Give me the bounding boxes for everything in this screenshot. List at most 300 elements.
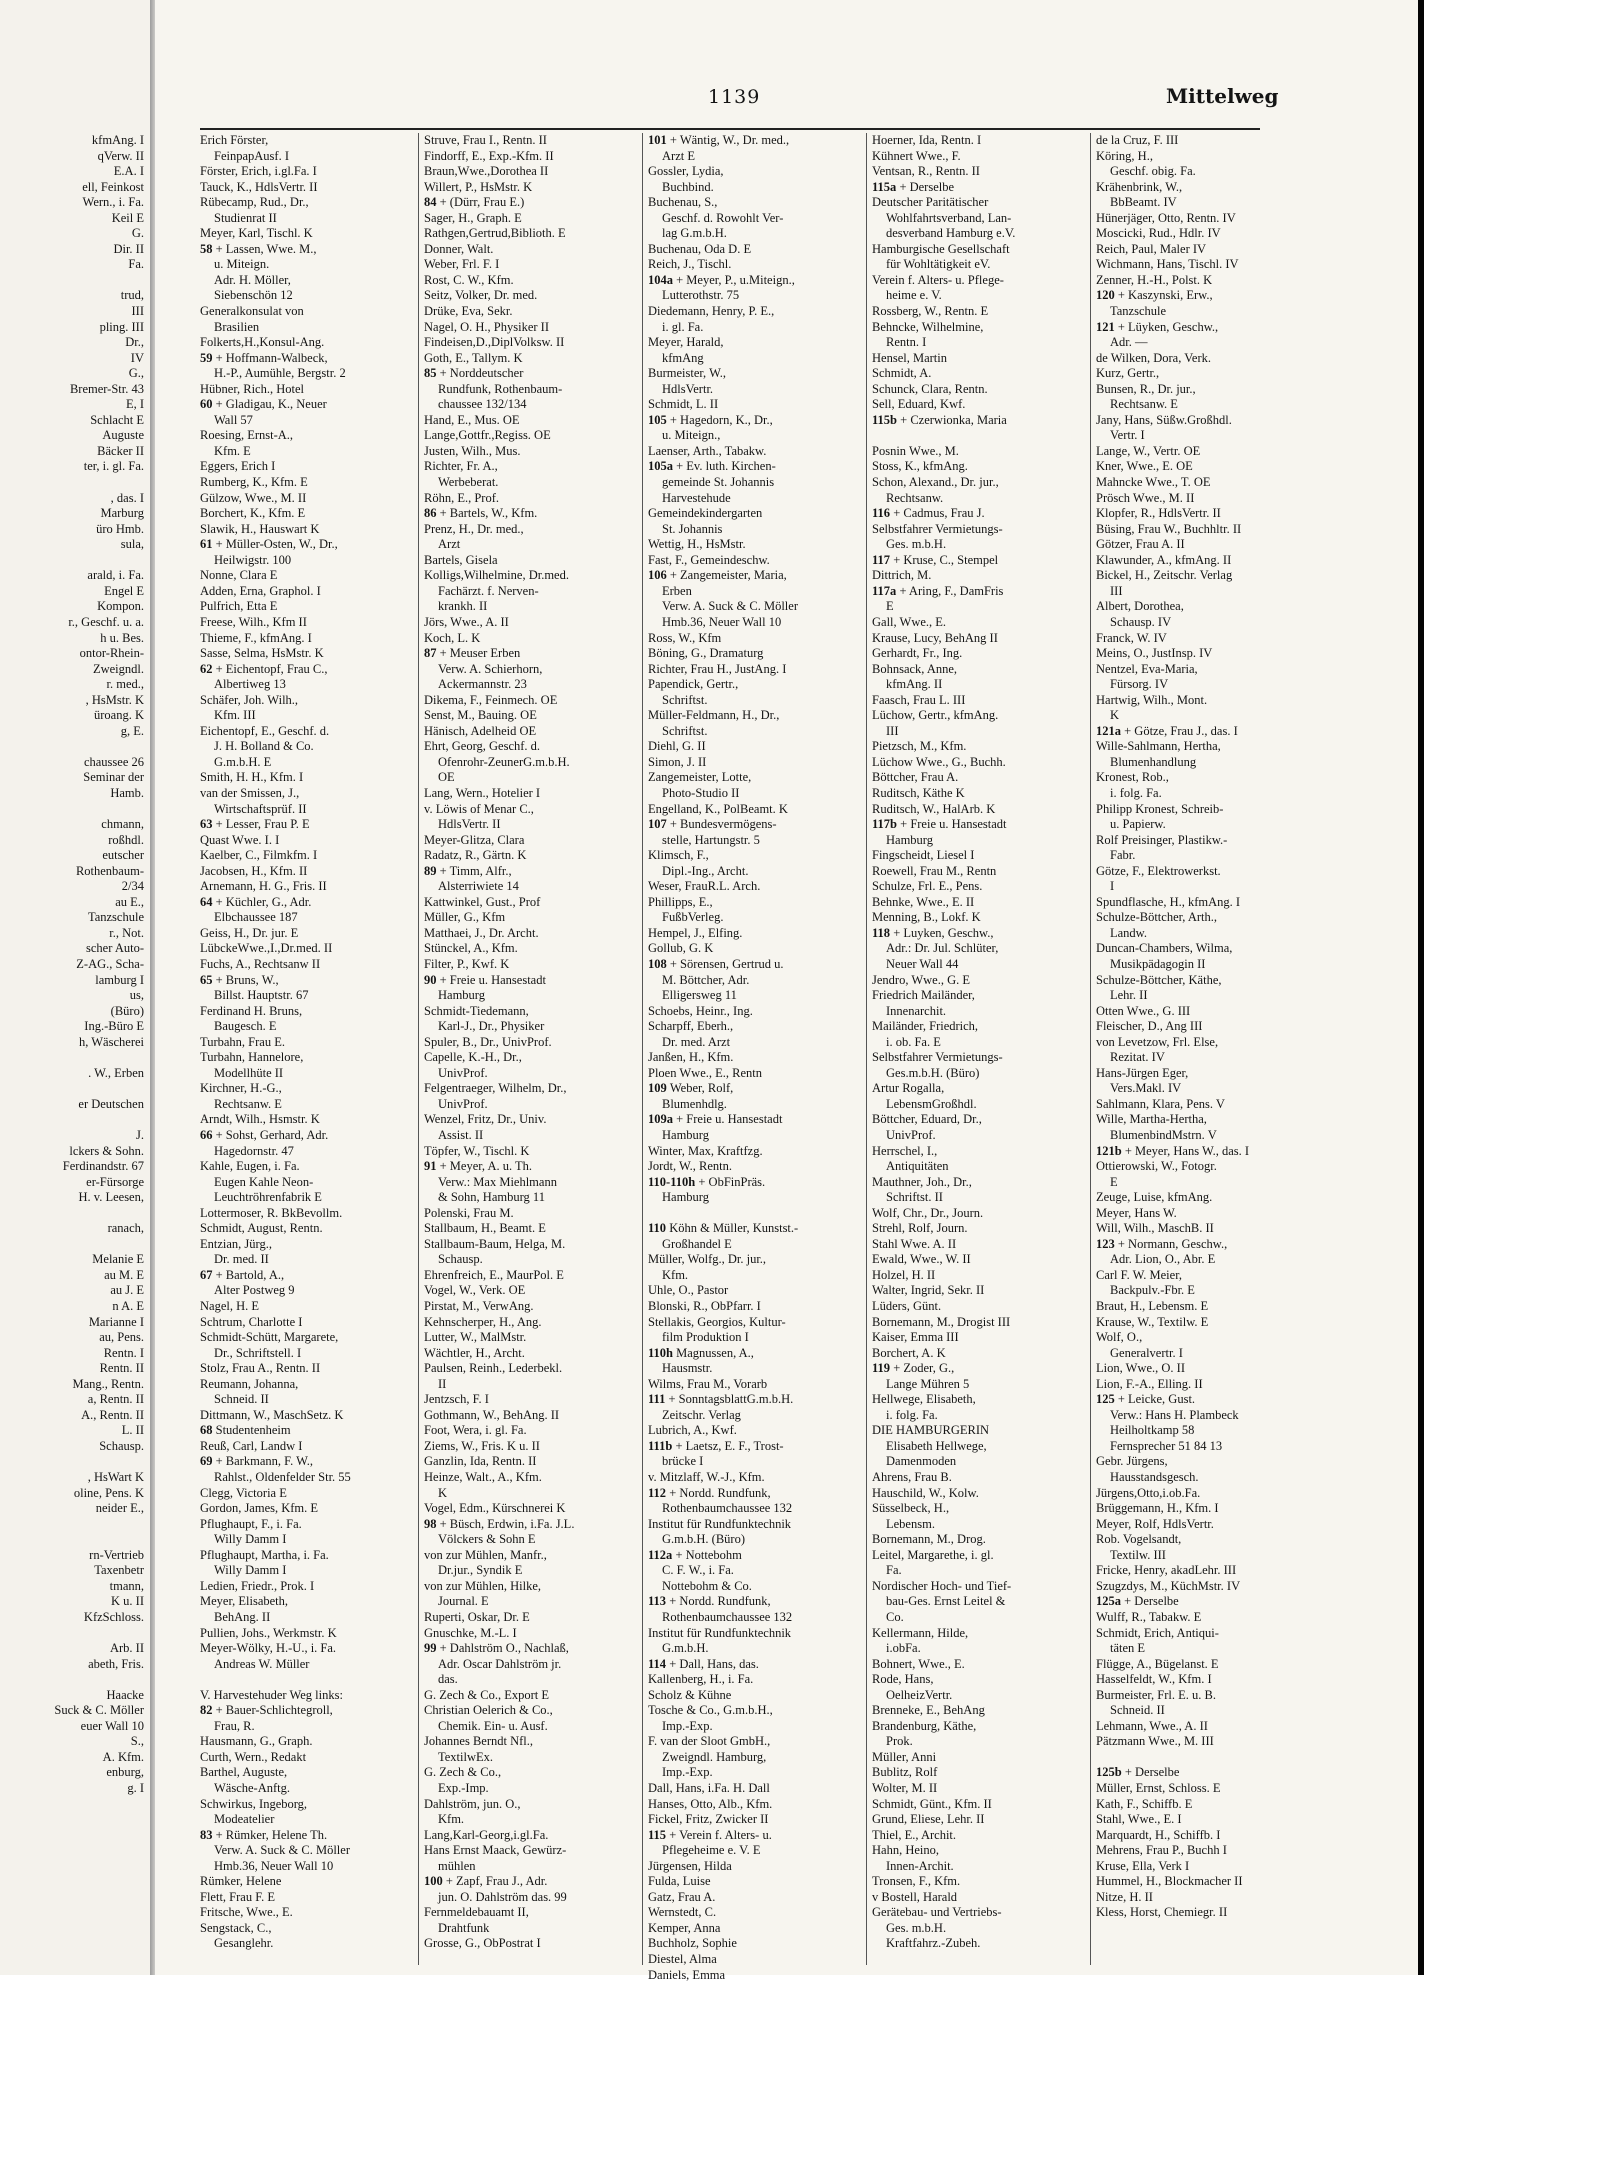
entry-text: G.m.b.H. (Büro) xyxy=(662,1532,745,1547)
entry-text: Jörs, Wwe., A. II xyxy=(424,614,509,629)
directory-entry xyxy=(648,1610,860,1626)
house-number: 118 xyxy=(872,925,894,940)
directory-entry xyxy=(200,1594,412,1610)
directory-entry xyxy=(1096,1563,1308,1579)
street-header: Mittelweg xyxy=(1166,84,1279,108)
entry-text: Müller, G., Kfm xyxy=(424,910,506,925)
previous-page-line: K u. II xyxy=(111,1594,144,1609)
entry-text: Phillipps, E., xyxy=(648,894,713,909)
directory-entry xyxy=(648,428,860,444)
directory-entry xyxy=(1096,1688,1308,1704)
entry-text: Zeuge, Luise, kfmAng. xyxy=(1096,1190,1213,1205)
directory-entry xyxy=(1096,242,1308,258)
directory-entry xyxy=(1096,786,1308,802)
directory-entry xyxy=(1096,1066,1308,1082)
directory-entry xyxy=(648,491,860,507)
entry-text: + (Dürr, Frau E.) xyxy=(439,195,525,210)
previous-page-line: chaussee 26 xyxy=(83,754,144,769)
entry-text: G.m.b.H. xyxy=(662,1641,709,1656)
house-number: 114 xyxy=(648,1656,670,1671)
entry-text: Uhle, O., Pastor xyxy=(648,1283,729,1298)
entry-text: Stünckel, A., Kfm. xyxy=(424,941,518,956)
directory-entry xyxy=(1096,770,1308,786)
directory-entry xyxy=(1096,1890,1308,1906)
directory-entry xyxy=(648,848,860,864)
entry-text: Stolz, Frau A., Rentn. II xyxy=(200,1361,321,1376)
entry-text: Dikema, F., Feinmech. OE xyxy=(424,692,558,707)
directory-entry xyxy=(200,833,412,849)
entry-text: Ewald, Wwe., W. II xyxy=(872,1252,971,1267)
directory-entry xyxy=(424,1330,636,1346)
entry-text: Vers.Makl. IV xyxy=(1110,1081,1182,1096)
directory-entry xyxy=(872,1330,1084,1346)
entry-text: Karl-J., Dr., Physiker xyxy=(438,1019,545,1034)
directory-entry xyxy=(648,1812,860,1828)
entry-text: Ventsan, R., Rentn. II xyxy=(872,164,980,179)
previous-page-line: Kompon. xyxy=(97,599,144,614)
directory-entry xyxy=(1096,1874,1308,1890)
entry-text: Nentzel, Eva-Maria, xyxy=(1096,661,1198,676)
entry-text: Nitze, H. II xyxy=(1096,1889,1153,1904)
directory-entry xyxy=(200,1703,412,1719)
directory-entry xyxy=(200,693,412,709)
entry-text: Meyer, Elisabeth, xyxy=(200,1594,289,1609)
entry-text: Müller, Anni xyxy=(872,1749,937,1764)
entry-text: Wernstedt, C. xyxy=(648,1905,717,1920)
previous-page-line: 2/34 xyxy=(121,879,144,894)
directory-entry xyxy=(1096,1517,1308,1533)
previous-page-line: üro Hmb. xyxy=(96,521,144,536)
entry-text: + Eichentopf, Frau C., xyxy=(215,661,328,676)
entry-text: Buchenau, S., xyxy=(648,195,718,210)
entry-text: G.m.b.H. E xyxy=(214,754,272,769)
entry-text: Vogel, Edm., Kürschnerei K xyxy=(424,1501,566,1516)
house-number: 62 xyxy=(200,661,216,676)
previous-page-line: Seminar der xyxy=(83,770,144,785)
directory-entry xyxy=(872,1268,1084,1284)
entry-text: Adr. H. Möller, xyxy=(214,272,291,287)
entry-text: Rübecamp, Rud., Dr., xyxy=(200,195,309,210)
entry-text: Bohnsack, Anne, xyxy=(872,661,958,676)
directory-entry xyxy=(872,335,1084,351)
entry-text: Bornemann, M., Drogist III xyxy=(872,1314,1011,1329)
house-number: 64 xyxy=(200,894,216,909)
entry-text: Krause, W., Textilw. E xyxy=(1096,1314,1209,1329)
previous-page-line: n A. E xyxy=(112,1299,144,1314)
entry-text: BlumenbindMstrn. V xyxy=(1110,1128,1217,1142)
directory-entry xyxy=(872,1517,1084,1533)
entry-text: Nottebohm & Co. xyxy=(662,1578,752,1593)
directory-entry xyxy=(872,149,1084,165)
directory-entry xyxy=(648,1781,860,1797)
previous-page-line xyxy=(0,739,150,755)
directory-entry xyxy=(200,506,412,522)
directory-entry xyxy=(1096,149,1308,165)
directory-entry xyxy=(424,444,636,460)
directory-entry xyxy=(648,646,860,662)
directory-entry xyxy=(872,1470,1084,1486)
entry-text: Bublitz, Rolf xyxy=(872,1765,938,1780)
entry-text: Findeisen,D.,DiplVolksw. II xyxy=(424,335,565,350)
previous-page-line: Auguste xyxy=(102,428,144,443)
directory-entry xyxy=(200,631,412,647)
house-number: 82 xyxy=(200,1703,216,1718)
directory-entry xyxy=(872,1890,1084,1906)
directory-entry xyxy=(648,879,860,895)
entry-text: Bickel, H., Zeitschr. Verlag xyxy=(1096,568,1233,583)
entry-text: Wirtschaftsprüf. II xyxy=(214,801,307,816)
directory-entry xyxy=(424,1128,636,1144)
directory-entry xyxy=(648,739,860,755)
directory-entry xyxy=(872,1299,1084,1315)
previous-page-line xyxy=(0,475,150,491)
entry-text: Innen-Archit. xyxy=(886,1858,954,1873)
entry-text: + Nordd. Rundfunk, xyxy=(669,1485,771,1500)
previous-page-line xyxy=(0,1626,150,1642)
entry-text: & Sohn, Hamburg 11 xyxy=(438,1190,545,1205)
directory-entry xyxy=(872,817,1084,833)
directory-entry xyxy=(872,226,1084,242)
directory-entry xyxy=(424,1144,636,1160)
entry-text: Rothenbaumchaussee 132 xyxy=(662,1501,793,1516)
directory-entry xyxy=(872,584,1084,600)
entry-text: Hanses, Otto, Alb., Kfm. xyxy=(648,1796,773,1811)
entry-text: Ruditsch, W., HalArb. K xyxy=(872,801,996,816)
directory-entry xyxy=(1096,1548,1308,1564)
house-number: 105a xyxy=(648,459,677,474)
directory-entry xyxy=(424,506,636,522)
entry-text: Hellwege, Elisabeth, xyxy=(872,1392,976,1407)
entry-text: + Freie u. Hansestadt xyxy=(676,1112,783,1127)
entry-text: Hand, E., Mus. OE xyxy=(424,412,520,427)
entry-text: + Lesser, Frau P. E xyxy=(215,817,310,832)
directory-entry xyxy=(872,1936,1084,1952)
entry-text: HdlsVertr. xyxy=(662,381,714,396)
directory-entry xyxy=(1096,506,1308,522)
directory-entry xyxy=(648,1346,860,1362)
entry-text: Donner, Walt. xyxy=(424,241,494,256)
directory-entry xyxy=(1096,724,1308,740)
directory-entry xyxy=(424,133,636,149)
entry-text: Kallenberg, H., i. Fa. xyxy=(648,1672,754,1687)
entry-text: + Derselbe xyxy=(899,179,955,194)
entry-text: i. folg. Fa. xyxy=(886,1407,938,1422)
directory-entry xyxy=(648,288,860,304)
directory-entry xyxy=(648,1563,860,1579)
directory-entry xyxy=(1096,1330,1308,1346)
directory-entry xyxy=(872,1563,1084,1579)
entry-text: Lüchow, Gertr., kfmAng. xyxy=(872,708,999,723)
entry-text: Büsing, Frau W., Buchhltr. II xyxy=(1096,521,1242,536)
directory-entry xyxy=(648,864,860,880)
entry-text: Nonne, Clara E xyxy=(200,568,278,583)
directory-entry xyxy=(872,351,1084,367)
directory-entry xyxy=(872,833,1084,849)
directory-entry xyxy=(200,1423,412,1439)
house-number: 69 xyxy=(200,1454,216,1469)
previous-page-line: L. II xyxy=(121,1423,144,1438)
entry-text: Ges.m.b.H. (Büro) xyxy=(886,1065,980,1080)
entry-text: Eugen Kahle Neon- xyxy=(214,1174,314,1189)
entry-text: Fleischer, D., Ang III xyxy=(1096,1019,1203,1034)
previous-page-line: tmann, xyxy=(109,1578,144,1593)
previous-page-line: Suck & C. Möller xyxy=(54,1703,144,1718)
directory-entry xyxy=(648,1081,860,1097)
entry-text: Fickel, Fritz, Zwicker II xyxy=(648,1812,769,1827)
entry-text: Gülzow, Wwe., M. II xyxy=(200,490,307,505)
entry-text: Zweigndl. Hamburg, xyxy=(662,1749,767,1764)
entry-text: Hamburg xyxy=(662,1128,709,1142)
directory-entry xyxy=(1096,693,1308,709)
directory-entry xyxy=(872,1112,1084,1128)
directory-entry xyxy=(424,1734,636,1750)
entry-text: Pflughaupt, F., i. Fa. xyxy=(200,1516,302,1531)
directory-entry xyxy=(648,1517,860,1533)
entry-text: Hauschild, W., Kolw. xyxy=(872,1485,979,1500)
directory-entry xyxy=(872,1019,1084,1035)
directory-entry xyxy=(200,1315,412,1331)
directory-entry xyxy=(872,1206,1084,1222)
entry-text: Kaiser, Emma III xyxy=(872,1330,959,1345)
directory-entry xyxy=(1096,1004,1308,1020)
entry-text: Capelle, K.-H., Dr., xyxy=(424,1050,522,1065)
entry-text: Rezitat. IV xyxy=(1110,1050,1165,1065)
previous-page-line: Arb. II xyxy=(109,1641,144,1656)
directory-entry xyxy=(648,242,860,258)
directory-entry xyxy=(200,770,412,786)
entry-text: Modellhüte II xyxy=(214,1065,284,1080)
directory-entry xyxy=(424,1594,636,1610)
entry-text: UnivProf. xyxy=(438,1065,488,1080)
entry-text: Elisabeth Hellwege, xyxy=(886,1438,987,1453)
entry-text: Sasse, Selma, HsMstr. K xyxy=(200,646,324,661)
entry-text: Buchenau, Oda D. E xyxy=(648,241,752,256)
directory-entry xyxy=(1096,568,1308,584)
entry-text: Schmidt-Schütt, Margarete, xyxy=(200,1330,339,1345)
directory-entry xyxy=(648,693,860,709)
directory-entry xyxy=(648,910,860,926)
entry-text: Holzel, H. II xyxy=(872,1267,936,1282)
previous-page-line: Tanzschule xyxy=(87,910,144,925)
directory-entry xyxy=(200,1190,412,1206)
directory-entry xyxy=(648,584,860,600)
entry-text: Kronest, Rob., xyxy=(1096,770,1169,785)
entry-text: Brüggemann, H., Kfm. I xyxy=(1096,1501,1219,1516)
entry-text: Philipp Kronest, Schreib- xyxy=(1096,801,1224,816)
entry-text: Hausstandsgesch. xyxy=(1110,1470,1199,1485)
directory-entry xyxy=(872,1874,1084,1890)
directory-entry xyxy=(424,786,636,802)
entry-text: Diehl, G. II xyxy=(648,739,706,754)
entry-text: desverband Hamburg e.V. xyxy=(886,226,1016,241)
directory-entry xyxy=(424,1672,636,1688)
directory-entry xyxy=(1096,1781,1308,1797)
entry-text: Wäsche-Anftg. xyxy=(214,1780,291,1795)
previous-page-line: a, Rentn. II xyxy=(87,1392,144,1407)
directory-entry xyxy=(200,895,412,911)
entry-text: kfmAng xyxy=(662,350,704,365)
entry-text: Fabr. xyxy=(1110,848,1136,863)
entry-text: brücke I xyxy=(662,1454,704,1469)
directory-entry xyxy=(872,1237,1084,1253)
entry-text: + Lassen, Wwe. M., xyxy=(215,241,317,256)
entry-text: UnivProf. xyxy=(886,1128,936,1142)
entry-text: Adr. Lion, O., Abr. E xyxy=(1110,1252,1216,1267)
entry-text: Photo-Studio II xyxy=(662,785,740,800)
entry-text xyxy=(200,1672,203,1686)
directory-entry xyxy=(424,1268,636,1284)
entry-text: Buchholz, Sophie xyxy=(648,1936,737,1951)
entry-text: film Produktion I xyxy=(662,1330,749,1345)
entry-text: Grosse, G., ObPostrat I xyxy=(424,1936,541,1951)
previous-page-line: Rothenbaum- xyxy=(75,863,144,878)
entry-text: Pflughaupt, Martha, i. Fa. xyxy=(200,1547,329,1562)
directory-entry xyxy=(424,320,636,336)
directory-entry xyxy=(424,1097,636,1113)
house-number: 115a xyxy=(872,179,900,194)
entry-text: Jacobsen, H., Kfm. II xyxy=(200,863,308,878)
entry-text: Antiquitäten xyxy=(886,1159,949,1174)
entry-text: + Verein f. Alters- u. xyxy=(669,1827,772,1842)
entry-text: Ackermannstr. 23 xyxy=(438,677,527,692)
entry-text: Seitz, Volker, Dr. med. xyxy=(424,288,538,303)
entry-text: Daniels, Emma xyxy=(648,1967,726,1982)
directory-entry xyxy=(200,475,412,491)
house-number: 112a xyxy=(648,1547,676,1562)
house-number: 119 xyxy=(872,1361,894,1376)
directory-entry xyxy=(200,1936,412,1952)
entry-text: Laenser, Arth., Tabakw. xyxy=(648,443,767,458)
previous-page-line: , HsWart K xyxy=(87,1470,144,1485)
directory-entry xyxy=(200,1859,412,1875)
entry-text: Klimsch, F., xyxy=(648,848,709,863)
directory-entry xyxy=(648,1968,860,1984)
directory-entry xyxy=(424,1750,636,1766)
directory-entry xyxy=(1096,1268,1308,1284)
entry-text: Ruperti, Oskar, Dr. E xyxy=(424,1609,530,1624)
entry-text: Geiss, H., Dr. jur. E xyxy=(200,925,299,940)
directory-entry xyxy=(424,1454,636,1470)
directory-entry xyxy=(872,506,1084,522)
directory-entry xyxy=(1096,1594,1308,1610)
entry-text: Siebenschön 12 xyxy=(214,288,293,303)
directory-entry xyxy=(200,1781,412,1797)
directory-entry xyxy=(1096,1019,1308,1035)
directory-entry xyxy=(200,1081,412,1097)
directory-entry xyxy=(424,366,636,382)
entry-text: Ehrt, Georg, Geschf. d. xyxy=(424,739,541,754)
house-number: 98 xyxy=(424,1516,440,1531)
entry-text: Albertiweg 13 xyxy=(214,677,286,692)
directory-entry xyxy=(872,537,1084,553)
entry-text: Lottermoser, R. BkBevollm. xyxy=(200,1205,343,1220)
directory-entry xyxy=(424,817,636,833)
previous-page-line: Mang., Rentn. xyxy=(72,1376,144,1391)
entry-text: II xyxy=(438,1376,447,1391)
previous-page-line: G. xyxy=(131,226,144,241)
entry-text: Gossler, Lydia, xyxy=(648,164,724,179)
directory-entry xyxy=(648,1626,860,1642)
directory-entry xyxy=(648,1361,860,1377)
directory-entry xyxy=(648,1097,860,1113)
entry-text: Carl F. W. Meier, xyxy=(1096,1267,1182,1282)
previous-page-line: au J. E xyxy=(110,1283,144,1298)
entry-text: Sell, Eduard, Kwf. xyxy=(872,397,966,412)
entry-text: Lange, W., Vertr. OE xyxy=(1096,443,1201,458)
directory-entry xyxy=(1096,988,1308,1004)
entry-text: Roesing, Ernst-A., xyxy=(200,428,294,443)
directory-entry xyxy=(1096,366,1308,382)
directory-entry xyxy=(872,662,1084,678)
entry-text: V. Harvestehuder Weg links: xyxy=(200,1687,343,1702)
directory-entry xyxy=(648,1765,860,1781)
house-number: 115b xyxy=(872,412,901,427)
previous-page-line: au M. E xyxy=(104,1267,144,1282)
entry-text: Prösch Wwe., M. II xyxy=(1096,490,1195,505)
directory-entry xyxy=(648,1004,860,1020)
entry-text: Wettig, H., HsMstr. xyxy=(648,537,746,552)
previous-page-line: trud, xyxy=(120,288,144,303)
entry-text: Kattwinkel, Gust., Prof xyxy=(424,894,541,909)
house-number: 58 xyxy=(200,241,216,256)
directory-entry xyxy=(200,1812,412,1828)
directory-entry xyxy=(424,180,636,196)
directory-entry xyxy=(1096,1050,1308,1066)
directory-entry xyxy=(872,459,1084,475)
entry-text: Pulfrich, Etta E xyxy=(200,599,278,614)
directory-entry xyxy=(200,1563,412,1579)
house-number: 111 xyxy=(648,1392,669,1407)
entry-text: + Wäntig, W., Dr. med., xyxy=(669,133,790,147)
directory-entry xyxy=(424,459,636,475)
entry-text: Klopfer, R., HdlsVertr. II xyxy=(1096,506,1221,521)
directory-entry xyxy=(1096,957,1308,973)
entry-text: Köring, H., xyxy=(1096,148,1153,163)
previous-page-line: lckers & Sohn. xyxy=(69,1143,144,1158)
directory-entry xyxy=(1096,413,1308,429)
entry-text: Radatz, R., Gärtn. K xyxy=(424,848,527,863)
directory-entry xyxy=(648,786,860,802)
directory-entry xyxy=(200,708,412,724)
directory-entry xyxy=(200,941,412,957)
entry-text: Vertr. I xyxy=(1110,428,1145,443)
entry-text: + Gladigau, K., Neuer xyxy=(215,397,327,412)
directory-entry xyxy=(424,584,636,600)
previous-page-line: Zweigndl. xyxy=(92,661,144,676)
directory-entry xyxy=(872,926,1084,942)
directory-entry xyxy=(872,1641,1084,1657)
entry-text: DIE HAMBURGERIN xyxy=(872,1423,990,1438)
entry-text: Harvestehude xyxy=(662,490,731,505)
entry-text: Otten Wwe., G. III xyxy=(1096,1003,1191,1018)
previous-page-line: Dr., xyxy=(125,335,144,350)
entry-text: Lutterothstr. 75 xyxy=(662,288,740,303)
entry-text: Engelland, K., PolBeamt. K xyxy=(648,801,788,816)
entry-text: Lüchow Wwe., G., Buchh. xyxy=(872,754,1006,769)
directory-entry xyxy=(648,211,860,227)
entry-text: Schmidt-Tiedemann, xyxy=(424,1003,529,1018)
directory-entry xyxy=(1096,335,1308,351)
entry-text: Stahl Wwe. A. II xyxy=(872,1236,957,1251)
directory-entry xyxy=(424,1797,636,1813)
entry-text: u. Miteign., xyxy=(662,428,721,443)
entry-text: stelle, Hartungstr. 5 xyxy=(662,832,760,847)
directory-entry xyxy=(872,413,1084,429)
entry-text: das. xyxy=(438,1672,458,1687)
directory-entry xyxy=(424,1066,636,1082)
previous-page-line: Ferdinandstr. 67 xyxy=(62,1159,144,1174)
directory-entry xyxy=(424,273,636,289)
